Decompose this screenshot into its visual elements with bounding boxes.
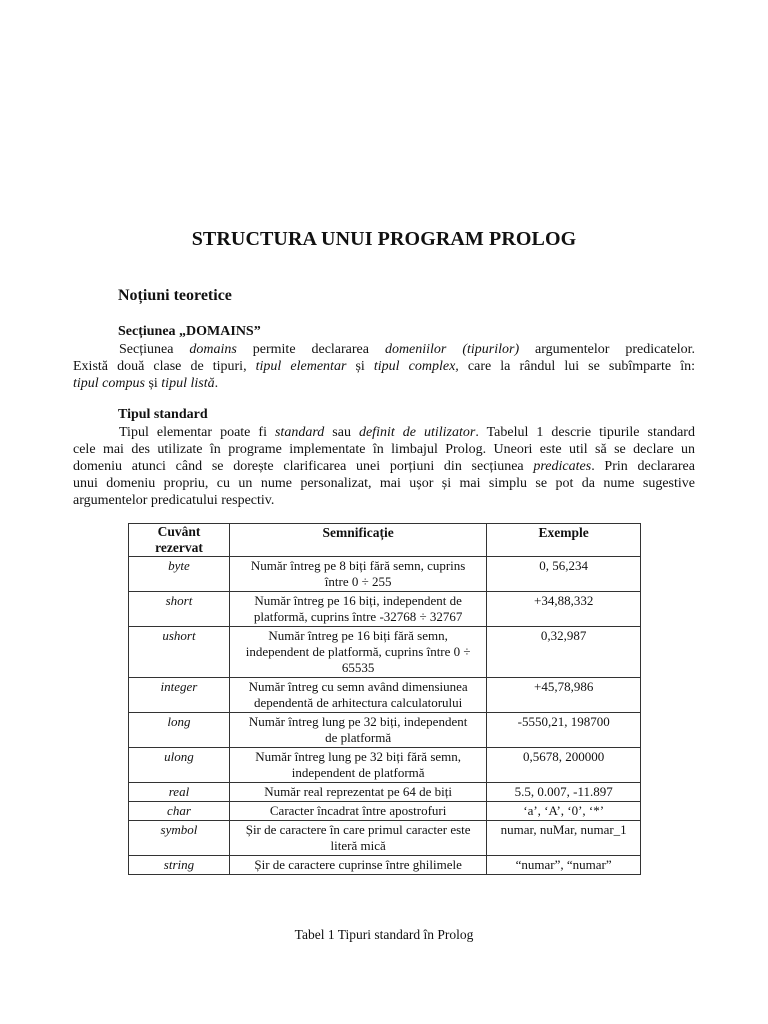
examples-cell: +34,88,332 — [487, 592, 641, 627]
meaning-cell: Număr întreg lung pe 32 biți fără semn, independent de platformă — [229, 748, 486, 783]
standard-types-table — [128, 523, 641, 875]
table-row — [129, 627, 641, 678]
meaning-cell: Caracter încadrat între apostrofuri — [229, 802, 486, 821]
keyword-cell: ushort — [129, 627, 230, 678]
keyword-cell: ulong — [129, 748, 230, 783]
meaning-cell: Șir de caractere în care primul caracter este literă mică — [229, 821, 486, 856]
meaning-cell: Număr întreg cu semn având dimensiunea dependentă de arhitectura calculatorului — [229, 678, 486, 713]
examples-cell: +45,78,986 — [487, 678, 641, 713]
table-row — [129, 856, 641, 875]
domains-line-2: Există două clase de tipuri, tipul elementar și tipul complex, care la rândul lui se subîmparte în: — [73, 359, 696, 374]
examples-cell: 0, 56,234 — [487, 557, 641, 592]
examples-cell: “numar”, “numar” — [487, 856, 641, 875]
standard-line-2: cele mai des utilizate în programe implementate în limbajul Prolog. Uneori este util să se declare un — [73, 442, 695, 457]
keyword-cell: short — [129, 592, 230, 627]
keyword-cell: byte — [129, 557, 230, 592]
standard-line-4: unui domeniu propriu, cu un nume personalizat, mai ușor și mai simplu se pot da nume sugestive — [73, 476, 695, 491]
col-header-keyword: Cuvânt rezervat — [129, 524, 230, 557]
meaning-cell: Număr întreg pe 16 biți fără semn, independent de platformă, cuprins între 0 ÷ 65535 — [229, 627, 486, 678]
col-header-examples: Exemple — [487, 524, 641, 557]
table-row — [129, 821, 641, 856]
keyword-cell: long — [129, 713, 230, 748]
keyword-cell: char — [129, 802, 230, 821]
table-row — [129, 713, 641, 748]
meaning-cell: Număr întreg lung pe 32 biți, independent de platformă — [229, 713, 486, 748]
keyword-cell: symbol — [129, 821, 230, 856]
page-title: STRUCTURA UNUI PROGRAM PROLOG — [191, 228, 577, 250]
standard-line-3: domeniu atunci când se dorește clarificarea unei porțiuni din secțiunea predicates. Prin declararea — [73, 459, 695, 474]
meaning-cell: Număr real reprezentat pe 64 de biți — [229, 783, 486, 802]
standard-heading: Tipul standard — [118, 407, 208, 422]
meaning-cell: Număr întreg pe 16 biți, independent de platformă, cuprins între -32768 ÷ 32767 — [229, 592, 486, 627]
meaning-cell: Număr întreg pe 8 biți fără semn, cuprins între 0 ÷ 255 — [229, 557, 486, 592]
examples-cell: 0,32,987 — [487, 627, 641, 678]
examples-cell: 0,5678, 200000 — [487, 748, 641, 783]
standard-line-1: Tipul elementar poate fi standard sau definit de utilizator. Tabelul 1 descrie tipurile standard — [119, 425, 695, 440]
examples-cell: 5.5, 0.007, -11.897 — [487, 783, 641, 802]
examples-cell: -5550,21, 198700 — [487, 713, 641, 748]
section-heading: Noțiuni teoretice — [118, 287, 232, 304]
table-header-row — [129, 524, 641, 557]
col-header-meaning: Semnificație — [229, 524, 486, 557]
table-row — [129, 678, 641, 713]
table-row — [129, 802, 641, 821]
table-row — [129, 557, 641, 592]
meaning-cell: Șir de caractere cuprinse între ghilimele — [229, 856, 486, 875]
standard-line-5: argumentelor predicatului respectiv. — [73, 493, 275, 508]
domains-line-1: Secțiunea domains permite declararea domeniilor (tipurilor) argumentelor predicatelor. — [119, 342, 695, 357]
standard-paragraph — [73, 424, 695, 509]
keyword-cell: real — [129, 783, 230, 802]
examples-cell: numar, nuMar, numar_1 — [487, 821, 641, 856]
domains-heading: Secțiunea „DOMAINS” — [118, 324, 261, 339]
table-row — [129, 748, 641, 783]
examples-cell: ‘a’, ‘A’, ‘0’, ‘*’ — [487, 802, 641, 821]
table-row — [129, 783, 641, 802]
keyword-cell: integer — [129, 678, 230, 713]
domains-paragraph — [73, 341, 695, 392]
table-row — [129, 592, 641, 627]
keyword-cell: string — [129, 856, 230, 875]
domains-line-3: tipul compus și tipul listă. — [73, 376, 219, 391]
table-caption: Tabel 1 Tipuri standard în Prolog — [294, 927, 474, 942]
